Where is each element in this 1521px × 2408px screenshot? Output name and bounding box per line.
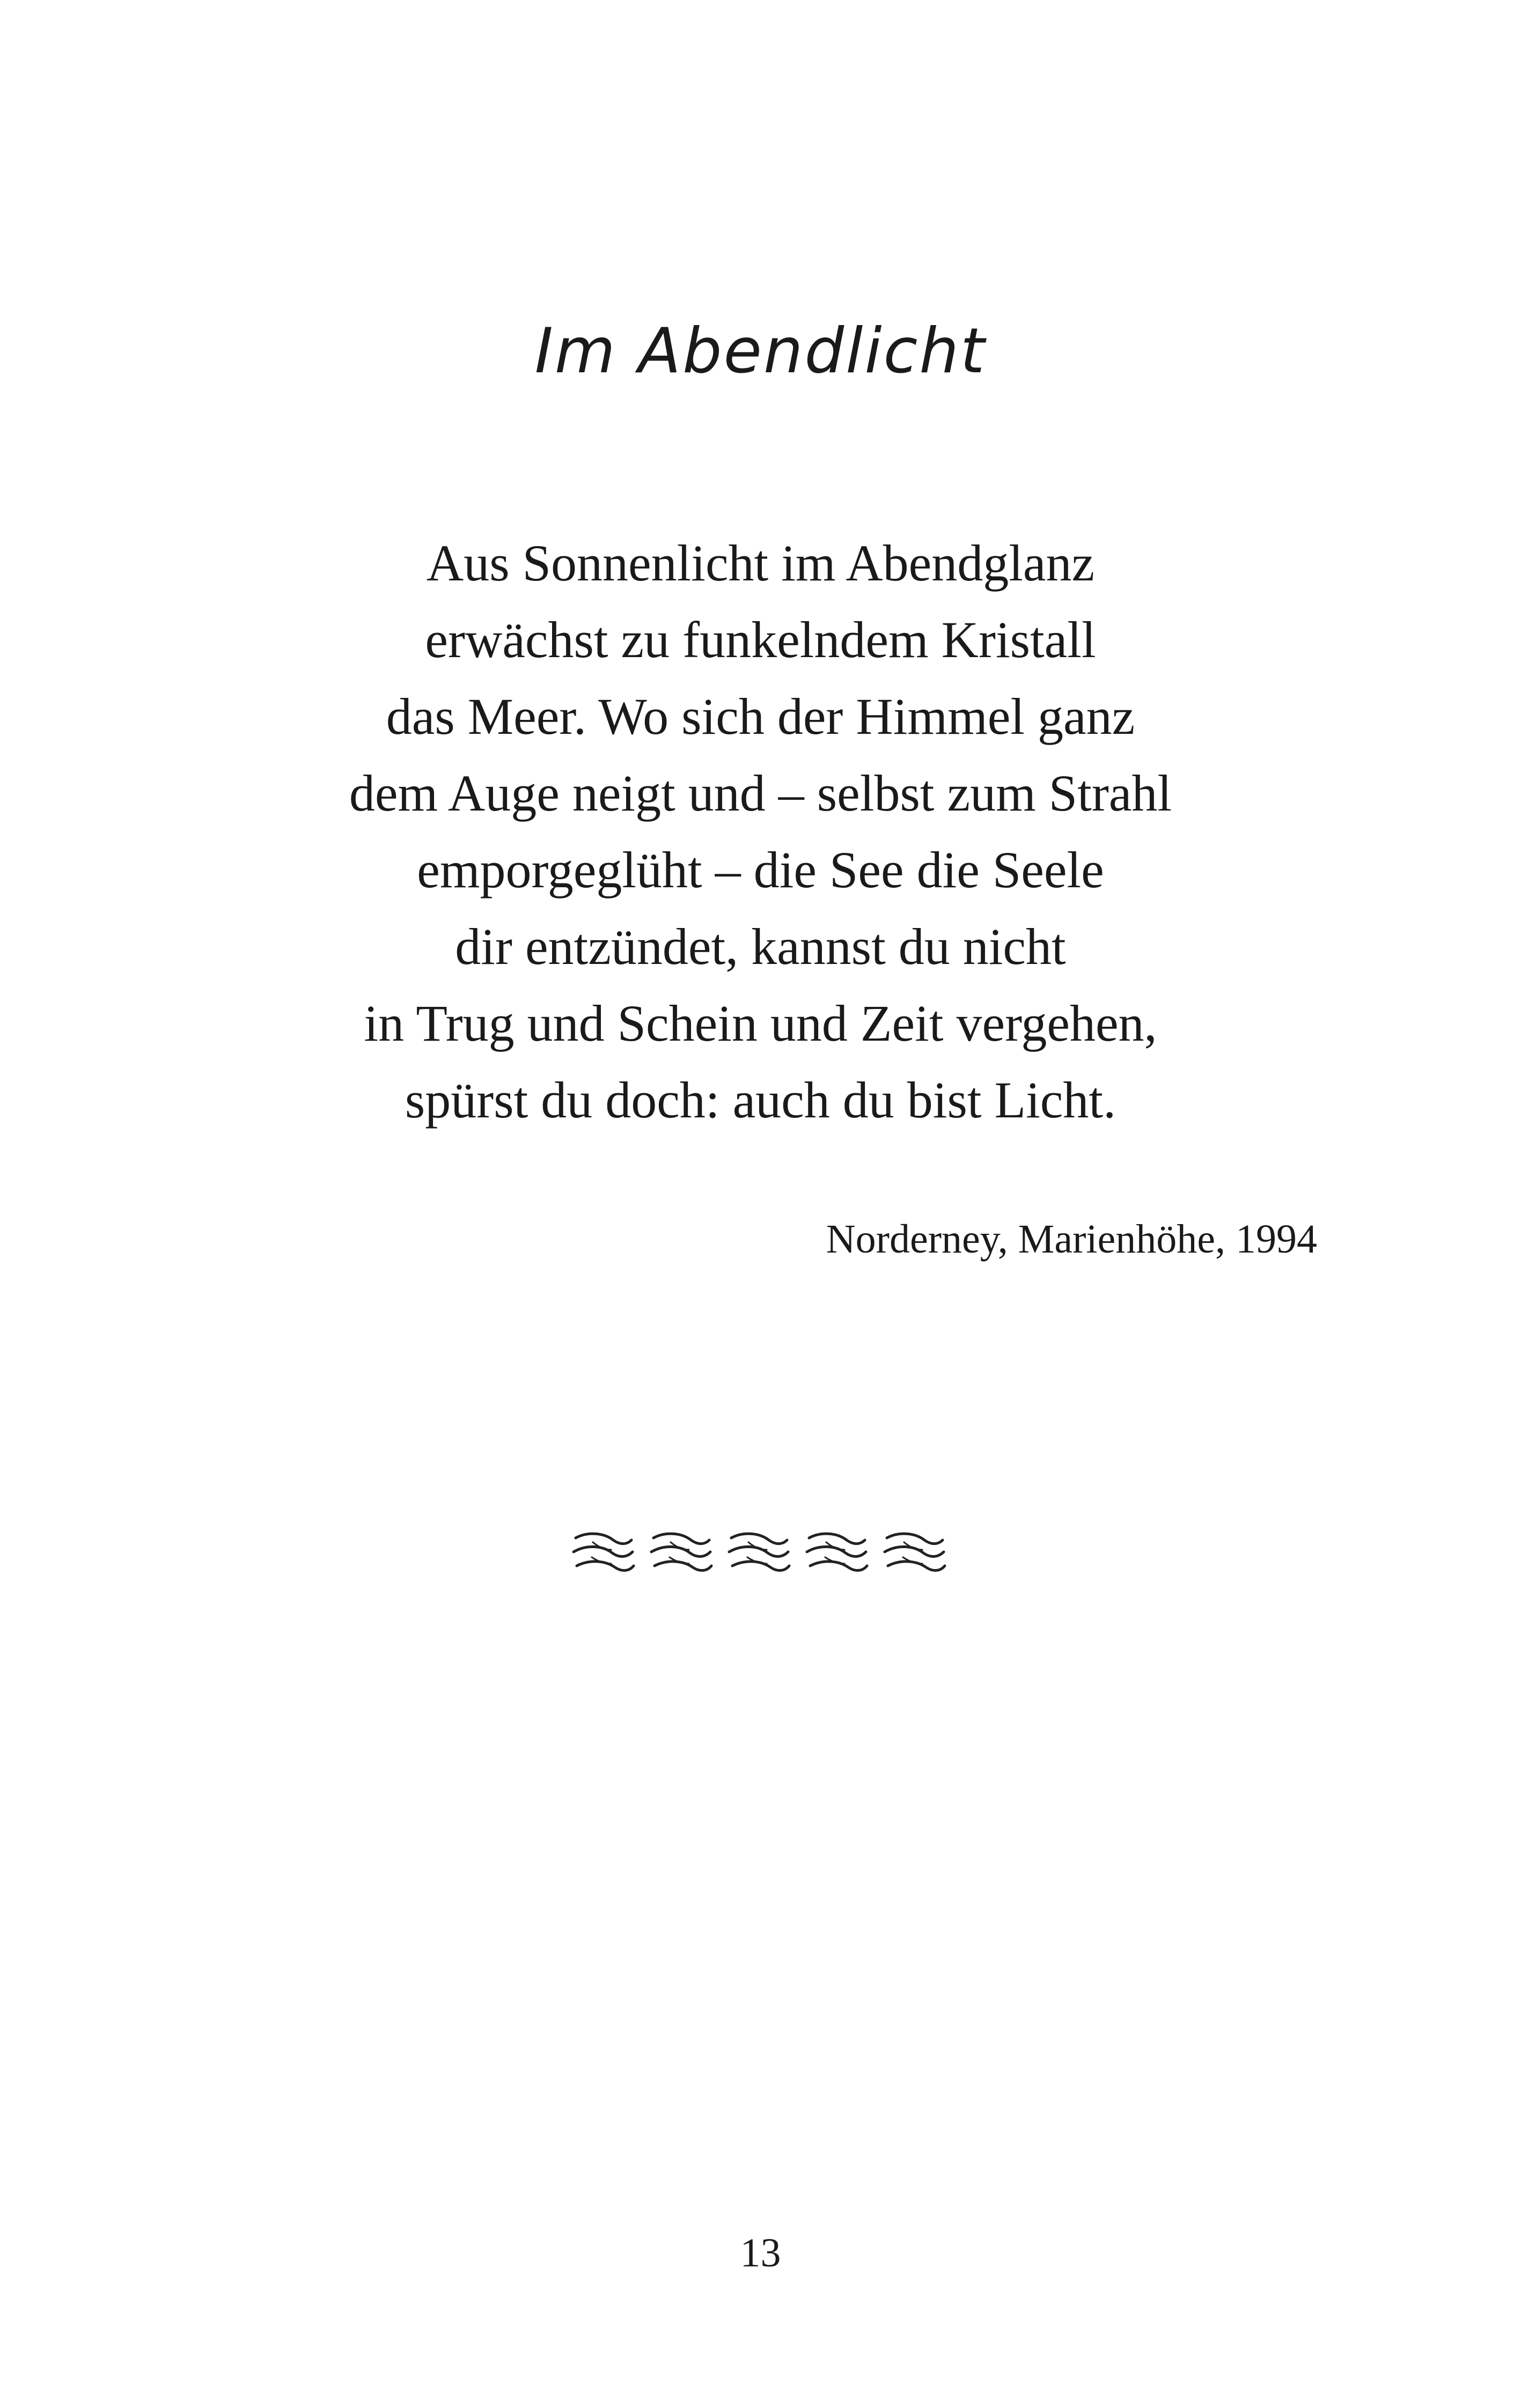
poem-line: in Trug und Schein und Zeit vergehen,: [364, 995, 1157, 1052]
poem-line: erwächst zu funkelndem Kristall: [425, 611, 1096, 668]
wave-ornament-icon: [574, 1534, 634, 1570]
poem-line: dem Auge neigt und – selbst zum Strahl: [349, 764, 1172, 822]
poem-body: [0, 525, 1521, 1138]
poem-line: dir entzündet, kannst du nicht: [455, 918, 1066, 975]
page-number: 13: [740, 2230, 781, 2276]
poem-title: Im Abendlicht: [534, 315, 987, 387]
poem-line: Aus Sonnenlicht im Abendglanz: [426, 534, 1095, 592]
poem-line: emporgeglüht – die See die Seele: [417, 841, 1104, 899]
wave-ornament: [569, 1523, 955, 1582]
poem-line: spürst du doch: auch du bist Licht.: [405, 1071, 1116, 1129]
wave-ornament-icon: [807, 1534, 867, 1570]
wave-ornament-icon: [885, 1534, 945, 1570]
wave-ornament-icon: [651, 1534, 711, 1570]
wave-ornament-icon: [729, 1534, 789, 1570]
poem-signature: Norderney, Marienhöhe, 1994: [826, 1217, 1317, 1262]
poem-line: das Meer. Wo sich der Himmel ganz: [386, 688, 1135, 745]
